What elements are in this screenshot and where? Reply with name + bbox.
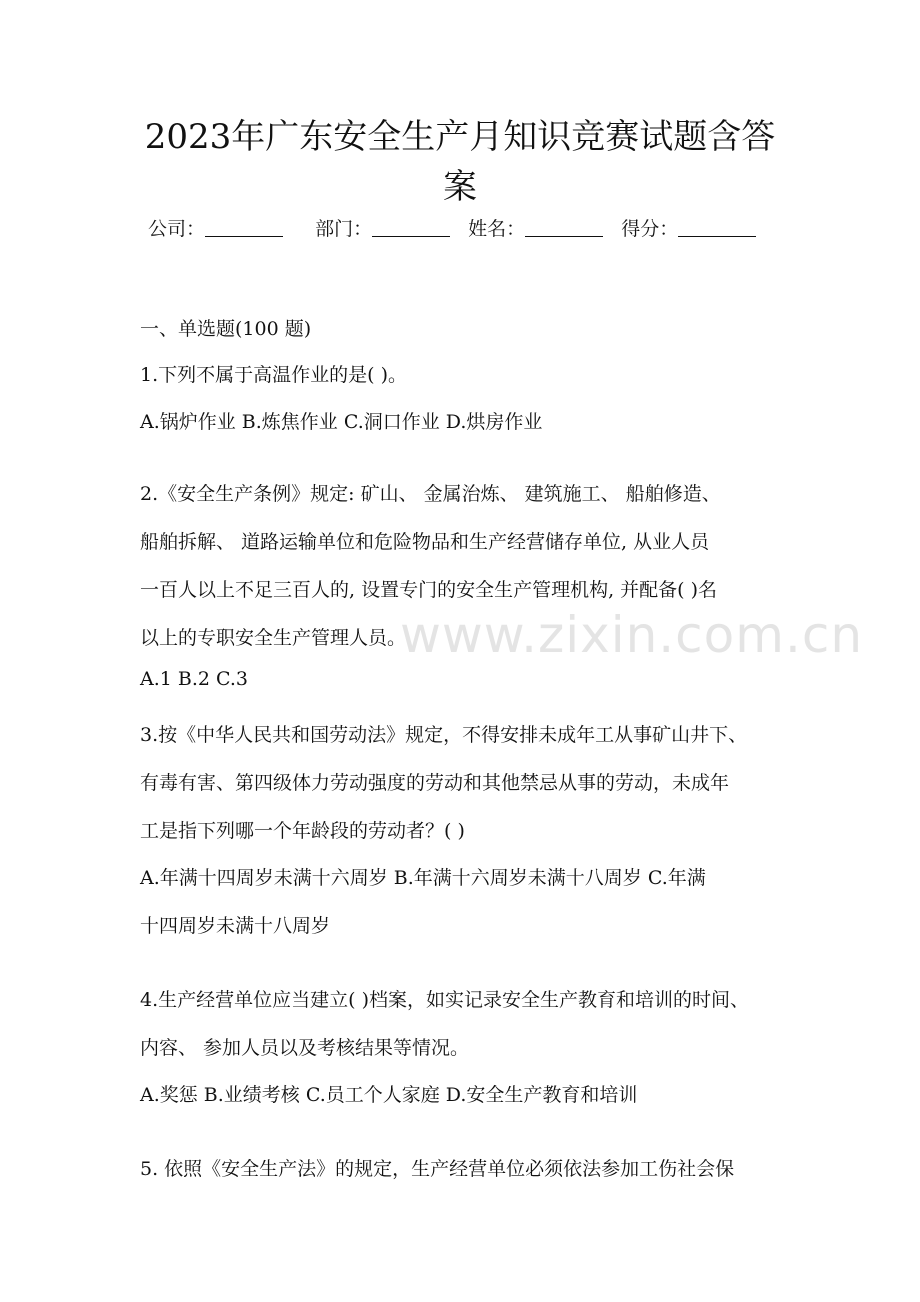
company-blank <box>205 216 283 237</box>
section-heading: 一、单选题(100 题) <box>140 318 312 340</box>
question-2-line-3: 一百人以上不足三百人的, 设置专门的安全生产管理机构, 并配备( )名 <box>140 579 718 601</box>
question-3-line-2: 有毒有害、第四级体力劳动强度的劳动和其他禁忌从事的劳动，未成年 <box>140 772 730 794</box>
question-5-line-1: 5. 依照《安全生产法》的规定，生产经营单位必须依法参加工伤社会保 <box>140 1158 735 1180</box>
company-label: 公司： <box>148 218 206 240</box>
question-4-line-2: 内容、 参加人员以及考核结果等情况。 <box>140 1037 470 1059</box>
question-2-line-2: 船舶拆解、 道路运输单位和危险物品和生产经营储存单位, 从业人员 <box>140 531 710 553</box>
question-4-options: A.奖惩 B.业绩考核 C.员工个人家庭 D.安全生产教育和培训 <box>140 1084 638 1106</box>
score-label: 得分： <box>621 218 679 240</box>
document-title <box>120 112 800 212</box>
question-2-line-4: 以上的专职安全生产管理人员。 <box>140 627 407 649</box>
question-3-line-3: 工是指下列哪一个年龄段的劳动者？( ) <box>140 820 465 842</box>
department-label: 部门： <box>315 218 373 240</box>
question-2-options: A.1 B.2 C.3 <box>140 668 249 690</box>
score-blank <box>678 216 756 237</box>
question-1-stem: 1.下列不属于高温作业的是( )。 <box>140 364 407 386</box>
name-label: 姓名： <box>468 218 526 240</box>
question-2-line-1: 2.《安全生产条例》规定: 矿山、 金属治炼、 建筑施工、 船舶修造、 <box>140 483 721 505</box>
question-3-options-line-2: 十四周岁未满十八周岁 <box>140 915 331 937</box>
watermark: www.zixin.com.cn <box>400 606 864 664</box>
header-fields <box>148 214 768 244</box>
title-line-1: 2023年广东安全生产月知识竞赛试题含答 <box>144 117 776 157</box>
title-line-2: 案 <box>443 167 477 207</box>
question-3-line-1: 3.按《中华人民共和国劳动法》规定，不得安排未成年工从事矿山井下、 <box>140 724 748 746</box>
question-3-options-line-1: A.年满十四周岁未满十六周岁 B.年满十六周岁未满十八周岁 C.年满 <box>140 867 706 889</box>
question-1-options: A.锅炉作业 B.炼焦作业 C.洞口作业 D.烘房作业 <box>140 411 543 433</box>
name-blank <box>525 216 603 237</box>
department-blank <box>372 216 450 237</box>
question-4-line-1: 4.生产经营单位应当建立( )档案，如实记录安全生产教育和培训的时间、 <box>140 989 749 1011</box>
